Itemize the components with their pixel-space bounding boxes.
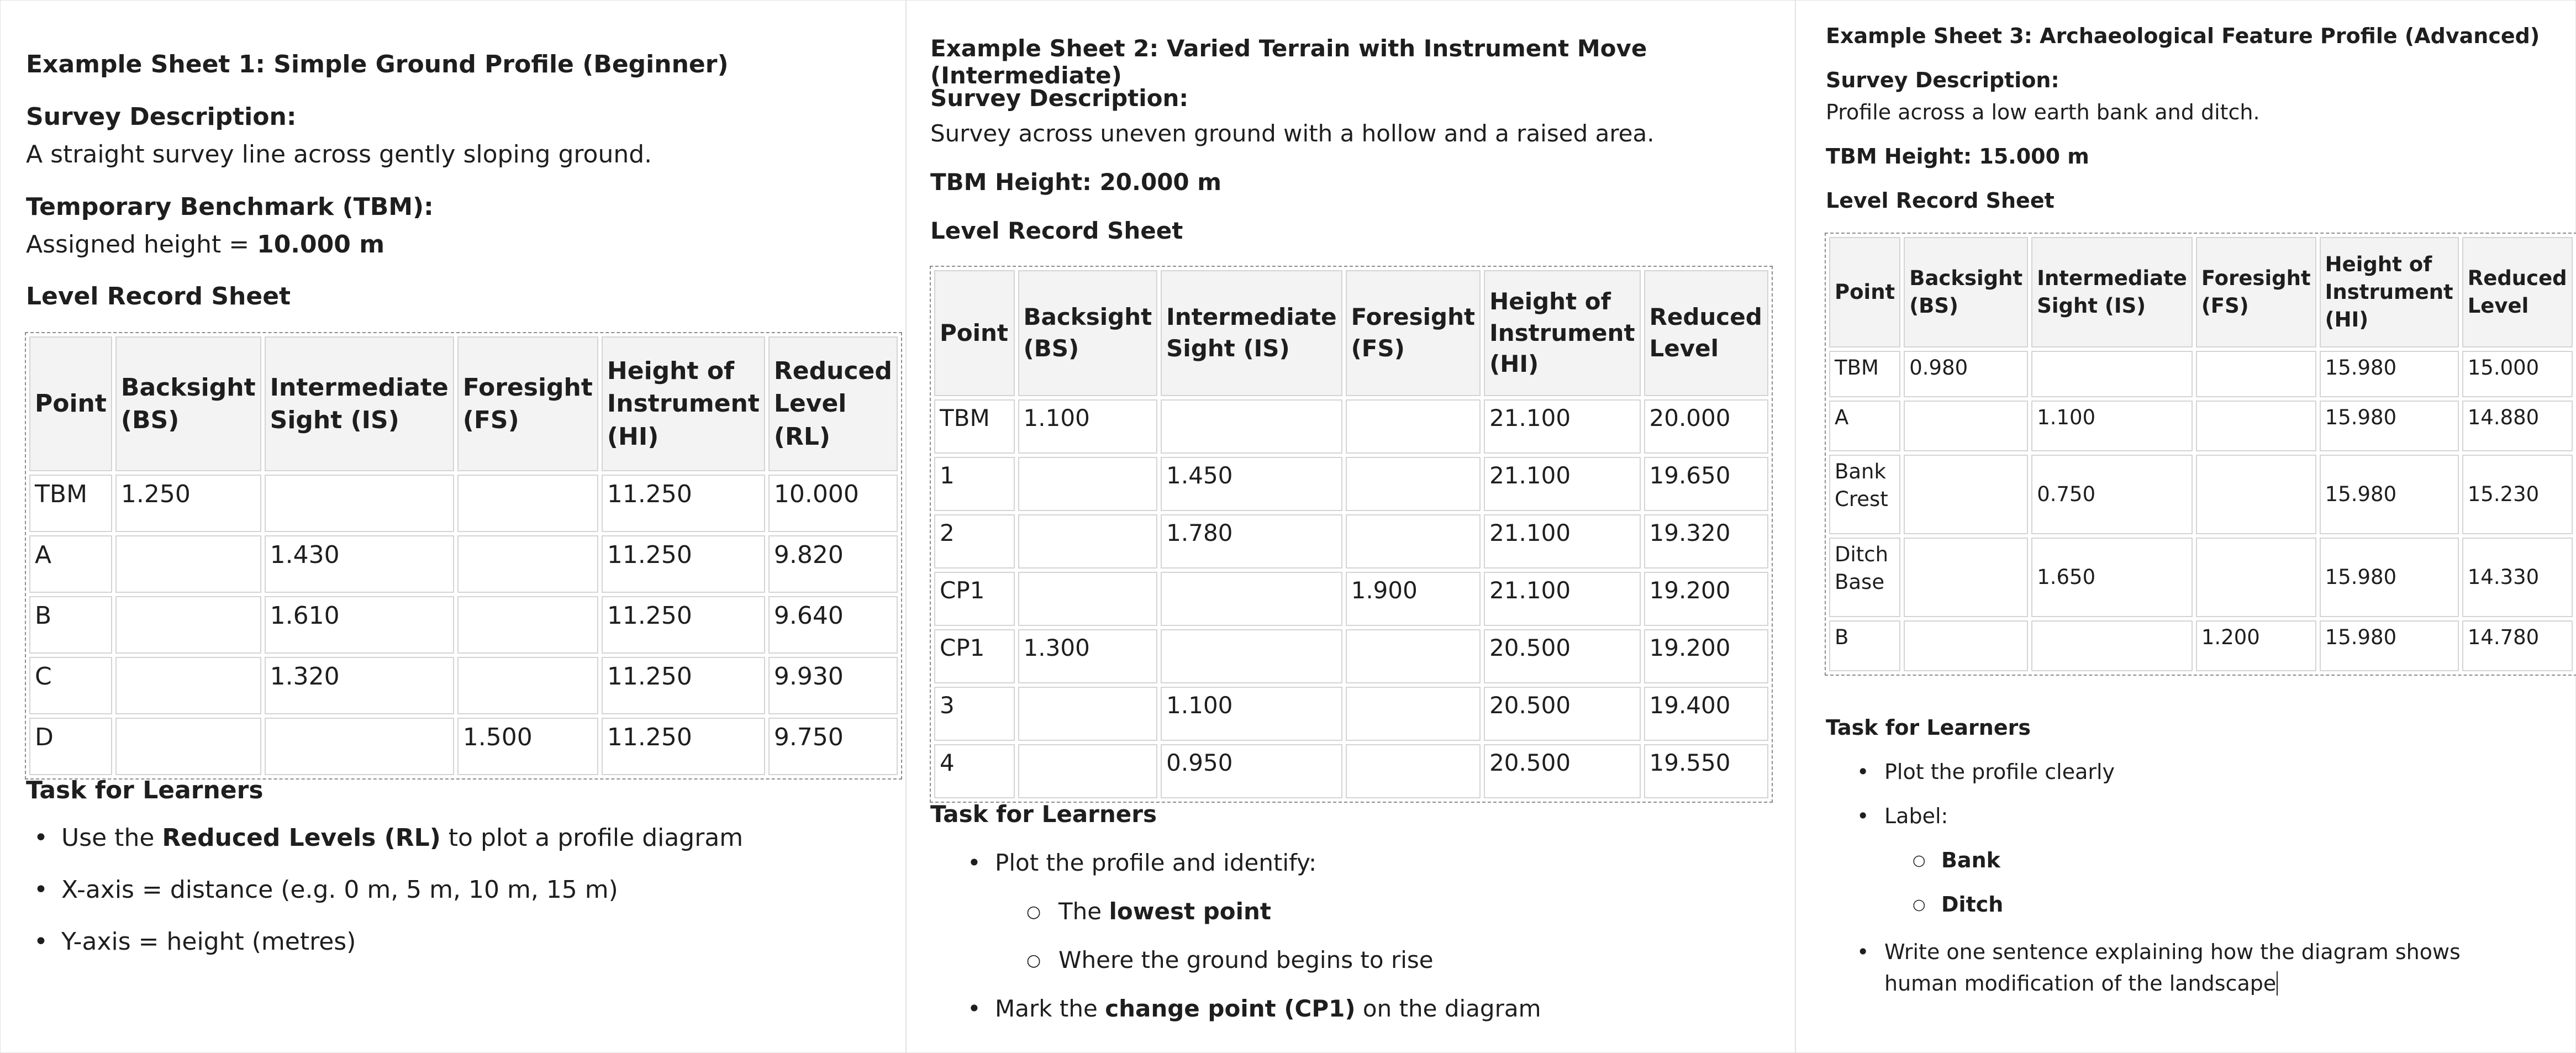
table-cell: 21.100 (1484, 572, 1640, 626)
table-row (29, 535, 898, 593)
survey-description-text: A straight survey line across gently sloping ground. (26, 140, 652, 169)
col-header: Intermediate Sight (IS) (265, 336, 454, 471)
bullet-icon: • (34, 928, 48, 956)
table-row (29, 657, 898, 714)
table-cell: Ditch Base (1829, 538, 1900, 617)
task-text: Mark the (995, 995, 1105, 1022)
col-header: Point (29, 336, 112, 471)
table-cell (2196, 351, 2316, 397)
tbm-label: Temporary Benchmark (TBM): (26, 193, 434, 221)
table-row (934, 399, 1768, 454)
col-header: Point (1829, 237, 1900, 348)
survey-description-text: Survey across uneven ground with a hollow and a raised area. (930, 120, 1655, 147)
sub-task-item (1026, 898, 1271, 925)
table-cell: 19.650 (1644, 457, 1768, 511)
level-record-table (1825, 233, 2576, 676)
bullet-icon: • (34, 824, 48, 852)
table-cell: B (1829, 620, 1900, 671)
table-row (934, 572, 1768, 626)
table-cell: 1.430 (265, 535, 454, 593)
table-cell: 1.650 (2031, 538, 2193, 617)
level-record-table (25, 332, 902, 780)
table-cell: 19.320 (1644, 514, 1768, 568)
table-cell (1904, 401, 2028, 451)
task-bold-text: lowest point (1109, 898, 1271, 925)
table-cell (1346, 687, 1481, 741)
table-row (934, 629, 1768, 683)
task-item (967, 995, 1541, 1022)
table-cell: 14.780 (2462, 620, 2573, 671)
table-row (934, 744, 1768, 798)
task-bold-text: Ditch (1941, 892, 2004, 917)
table-cell (1161, 572, 1342, 626)
bullet-icon: • (34, 876, 48, 904)
task-text: Use the (61, 824, 162, 852)
sub-task-item (1026, 946, 1434, 973)
table-cell: CP1 (934, 629, 1015, 683)
task-bold-text: Reduced Levels (RL) (162, 824, 441, 852)
task-text: Plot the profile clearly (1884, 760, 2115, 784)
table-cell: 1.100 (1161, 687, 1342, 741)
table-cell: 3 (934, 687, 1015, 741)
table-cell: 19.200 (1644, 629, 1768, 683)
col-header: Backsight (BS) (1904, 237, 2028, 348)
table-cell: 21.100 (1484, 457, 1640, 511)
table-cell (1018, 744, 1158, 798)
table-cell (2196, 455, 2316, 534)
tbm-value: 10.000 m (257, 230, 385, 259)
table-cell: 1.300 (1018, 629, 1158, 683)
bullet-icon: • (1857, 940, 1869, 964)
table-cell (265, 475, 454, 532)
table-cell: 1.610 (265, 596, 454, 654)
sheet-3-title: Example Sheet 3: Archaeological Feature Profile (Advanced) (1826, 24, 2540, 48)
table-cell (1346, 457, 1481, 511)
table-cell: 1.900 (1346, 572, 1481, 626)
table-cell: 1.780 (1161, 514, 1342, 568)
table-cell: 0.950 (1161, 744, 1342, 798)
circle-bullet-icon: ○ (1026, 951, 1041, 970)
table-row (1829, 351, 2573, 397)
table-header-row (29, 336, 898, 471)
circle-bullet-icon: ○ (1913, 896, 1926, 913)
table-cell (457, 475, 598, 532)
sheet-2-panel (906, 0, 1795, 1053)
table-row (1829, 455, 2573, 534)
table-cell: 10.000 (768, 475, 898, 532)
table-cell: 1.500 (457, 718, 598, 775)
table-cell (115, 657, 261, 714)
table-cell: CP1 (934, 572, 1015, 626)
col-header: Intermediate Sight (IS) (1161, 270, 1342, 396)
table-header-row (934, 270, 1768, 396)
table-cell (1346, 514, 1481, 568)
table-cell (1018, 687, 1158, 741)
task-label: Task for Learners (930, 801, 1157, 828)
col-header: Foresight (FS) (2196, 237, 2316, 348)
text-cursor (2277, 971, 2278, 996)
task-text: on the diagram (1355, 995, 1541, 1022)
table-cell: TBM (29, 475, 112, 532)
col-header: Intermediate Sight (IS) (2031, 237, 2193, 348)
task-text: X-axis = distance (e.g. 0 m, 5 m, 10 m, 15 m) (61, 876, 618, 904)
table-cell: 19.550 (1644, 744, 1768, 798)
table-cell (1904, 538, 2028, 617)
tbm-prefix: Assigned height = (26, 230, 257, 259)
table-row (934, 514, 1768, 568)
level-record-label: Level Record Sheet (26, 282, 291, 310)
sub-task-item (1913, 848, 2000, 872)
task-item (34, 876, 618, 904)
table-row (934, 687, 1768, 741)
survey-description-text: Profile across a low earth bank and ditch. (1826, 100, 2260, 124)
table-cell (115, 718, 261, 775)
table-cell: 0.980 (1904, 351, 2028, 397)
table-cell: 1.250 (115, 475, 261, 532)
table-cell (2031, 351, 2193, 397)
task-item (34, 928, 356, 956)
table-cell (2196, 538, 2316, 617)
table-cell: 11.250 (602, 535, 765, 593)
table-cell: 20.500 (1484, 687, 1640, 741)
table-cell: 1.100 (2031, 401, 2193, 451)
table-cell: A (29, 535, 112, 593)
table-row (29, 475, 898, 532)
task-item (1857, 760, 2115, 784)
level-record-label: Level Record Sheet (930, 217, 1183, 244)
table-cell: Bank Crest (1829, 455, 1900, 534)
table-cell: 1.320 (265, 657, 454, 714)
task-text: Write one sentence explaining how the diagram shows human modification of the landscape (1884, 940, 2461, 996)
table-cell: 15.000 (2462, 351, 2573, 397)
survey-description-label: Survey Description: (26, 103, 297, 131)
table-cell: 1.450 (1161, 457, 1342, 511)
table-cell: 2 (934, 514, 1015, 568)
table-cell (1904, 455, 2028, 534)
col-header: Point (934, 270, 1015, 396)
table-cell: 11.250 (602, 596, 765, 654)
col-header: Height of Instrument (HI) (2320, 237, 2459, 348)
table-cell: 20.500 (1484, 629, 1640, 683)
task-item (34, 824, 744, 852)
task-text: The (1058, 898, 1109, 925)
col-header: Reduced Level (1644, 270, 1768, 396)
col-header: Height of Instrument (HI) (602, 336, 765, 471)
sheet-2-title: Example Sheet 2: Varied Terrain with Instrument Move (Intermediate) (930, 35, 1647, 89)
table-cell: 11.250 (602, 657, 765, 714)
table-cell: D (29, 718, 112, 775)
sheet-1-title: Example Sheet 1: Simple Ground Profile (Beginner) (26, 50, 729, 78)
table-cell: C (29, 657, 112, 714)
table-cell: 19.400 (1644, 687, 1768, 741)
table-cell: 14.330 (2462, 538, 2573, 617)
table-cell: 15.980 (2320, 455, 2459, 534)
table-cell: 1 (934, 457, 1015, 511)
col-header: Reduced Level (RL) (768, 336, 898, 471)
sheet-1-panel (0, 0, 906, 1053)
table-cell (1018, 572, 1158, 626)
col-header: Backsight (BS) (1018, 270, 1158, 396)
tbm-height-label: TBM Height: 15.000 m (1826, 144, 2089, 169)
task-text: Plot the profile and identify: (995, 849, 1317, 876)
circle-bullet-icon: ○ (1026, 902, 1041, 922)
table-cell: 15.980 (2320, 620, 2459, 671)
table-cell (1018, 457, 1158, 511)
table-row (1829, 401, 2573, 451)
table-cell: 15.230 (2462, 455, 2573, 534)
table-cell: 9.930 (768, 657, 898, 714)
task-bold-text: change point (CP1) (1105, 995, 1356, 1022)
table-cell (1161, 399, 1342, 454)
table-cell (115, 596, 261, 654)
col-header: Reduced Level (2462, 237, 2573, 348)
tbm-height-label: TBM Height: 20.000 m (930, 169, 1222, 196)
table-cell: A (1829, 401, 1900, 451)
task-item (1857, 804, 1948, 828)
table-row (934, 457, 1768, 511)
task-text: Label: (1884, 804, 1948, 828)
table-cell: 11.250 (602, 475, 765, 532)
tbm-assigned-height (26, 230, 384, 259)
table-cell (1904, 620, 2028, 671)
col-header: Height of Instrument (HI) (1484, 270, 1640, 396)
table-cell: 21.100 (1484, 514, 1640, 568)
table-cell (265, 718, 454, 775)
task-item (967, 849, 1317, 876)
table-cell (1346, 629, 1481, 683)
table-row (1829, 620, 2573, 671)
bullet-icon: • (1857, 804, 1869, 828)
table-cell: TBM (1829, 351, 1900, 397)
table-cell (115, 535, 261, 593)
table-cell: 9.820 (768, 535, 898, 593)
col-header: Backsight (BS) (115, 336, 261, 471)
table-cell: 15.980 (2320, 401, 2459, 451)
table-cell: 11.250 (602, 718, 765, 775)
table-cell: 1.100 (1018, 399, 1158, 454)
task-item (1857, 936, 2509, 999)
table-cell: 1.200 (2196, 620, 2316, 671)
task-label: Task for Learners (1826, 715, 2031, 740)
table-cell: 15.980 (2320, 538, 2459, 617)
table-cell: 14.880 (2462, 401, 2573, 451)
table-cell: 9.750 (768, 718, 898, 775)
col-header: Foresight (FS) (457, 336, 598, 471)
table-cell (1161, 629, 1342, 683)
table-row (29, 596, 898, 654)
table-cell: 9.640 (768, 596, 898, 654)
bullet-icon: • (967, 849, 981, 876)
table-cell (457, 657, 598, 714)
task-text: Where the ground begins to rise (1058, 946, 1434, 973)
table-cell: 0.750 (2031, 455, 2193, 534)
survey-description-label: Survey Description: (930, 85, 1189, 112)
table-header-row (1829, 237, 2573, 348)
table-cell (2196, 401, 2316, 451)
survey-description-label: Survey Description: (1826, 68, 2059, 92)
level-record-table (930, 266, 1773, 803)
task-text: Y-axis = height (metres) (61, 928, 356, 956)
table-cell: TBM (934, 399, 1015, 454)
task-text: to plot a profile diagram (440, 824, 744, 852)
table-cell: 15.980 (2320, 351, 2459, 397)
table-cell (1346, 744, 1481, 798)
bullet-icon: • (1857, 760, 1869, 784)
circle-bullet-icon: ○ (1913, 852, 1926, 869)
col-header: Foresight (FS) (1346, 270, 1481, 396)
table-cell (1018, 514, 1158, 568)
table-cell: 21.100 (1484, 399, 1640, 454)
sheet-3-panel (1795, 0, 2576, 1053)
table-cell (2031, 620, 2193, 671)
table-cell (457, 535, 598, 593)
sub-task-item (1913, 892, 2004, 917)
task-label: Task for Learners (26, 776, 264, 804)
table-cell (1346, 399, 1481, 454)
task-bold-text: Bank (1941, 848, 2000, 872)
bullet-icon: • (967, 995, 981, 1022)
table-row (1829, 538, 2573, 617)
table-cell (457, 596, 598, 654)
level-record-label: Level Record Sheet (1826, 188, 2055, 213)
table-row (29, 718, 898, 775)
table-cell: 19.200 (1644, 572, 1768, 626)
table-cell: 4 (934, 744, 1015, 798)
table-cell: 20.000 (1644, 399, 1768, 454)
table-cell: B (29, 596, 112, 654)
table-cell: 20.500 (1484, 744, 1640, 798)
